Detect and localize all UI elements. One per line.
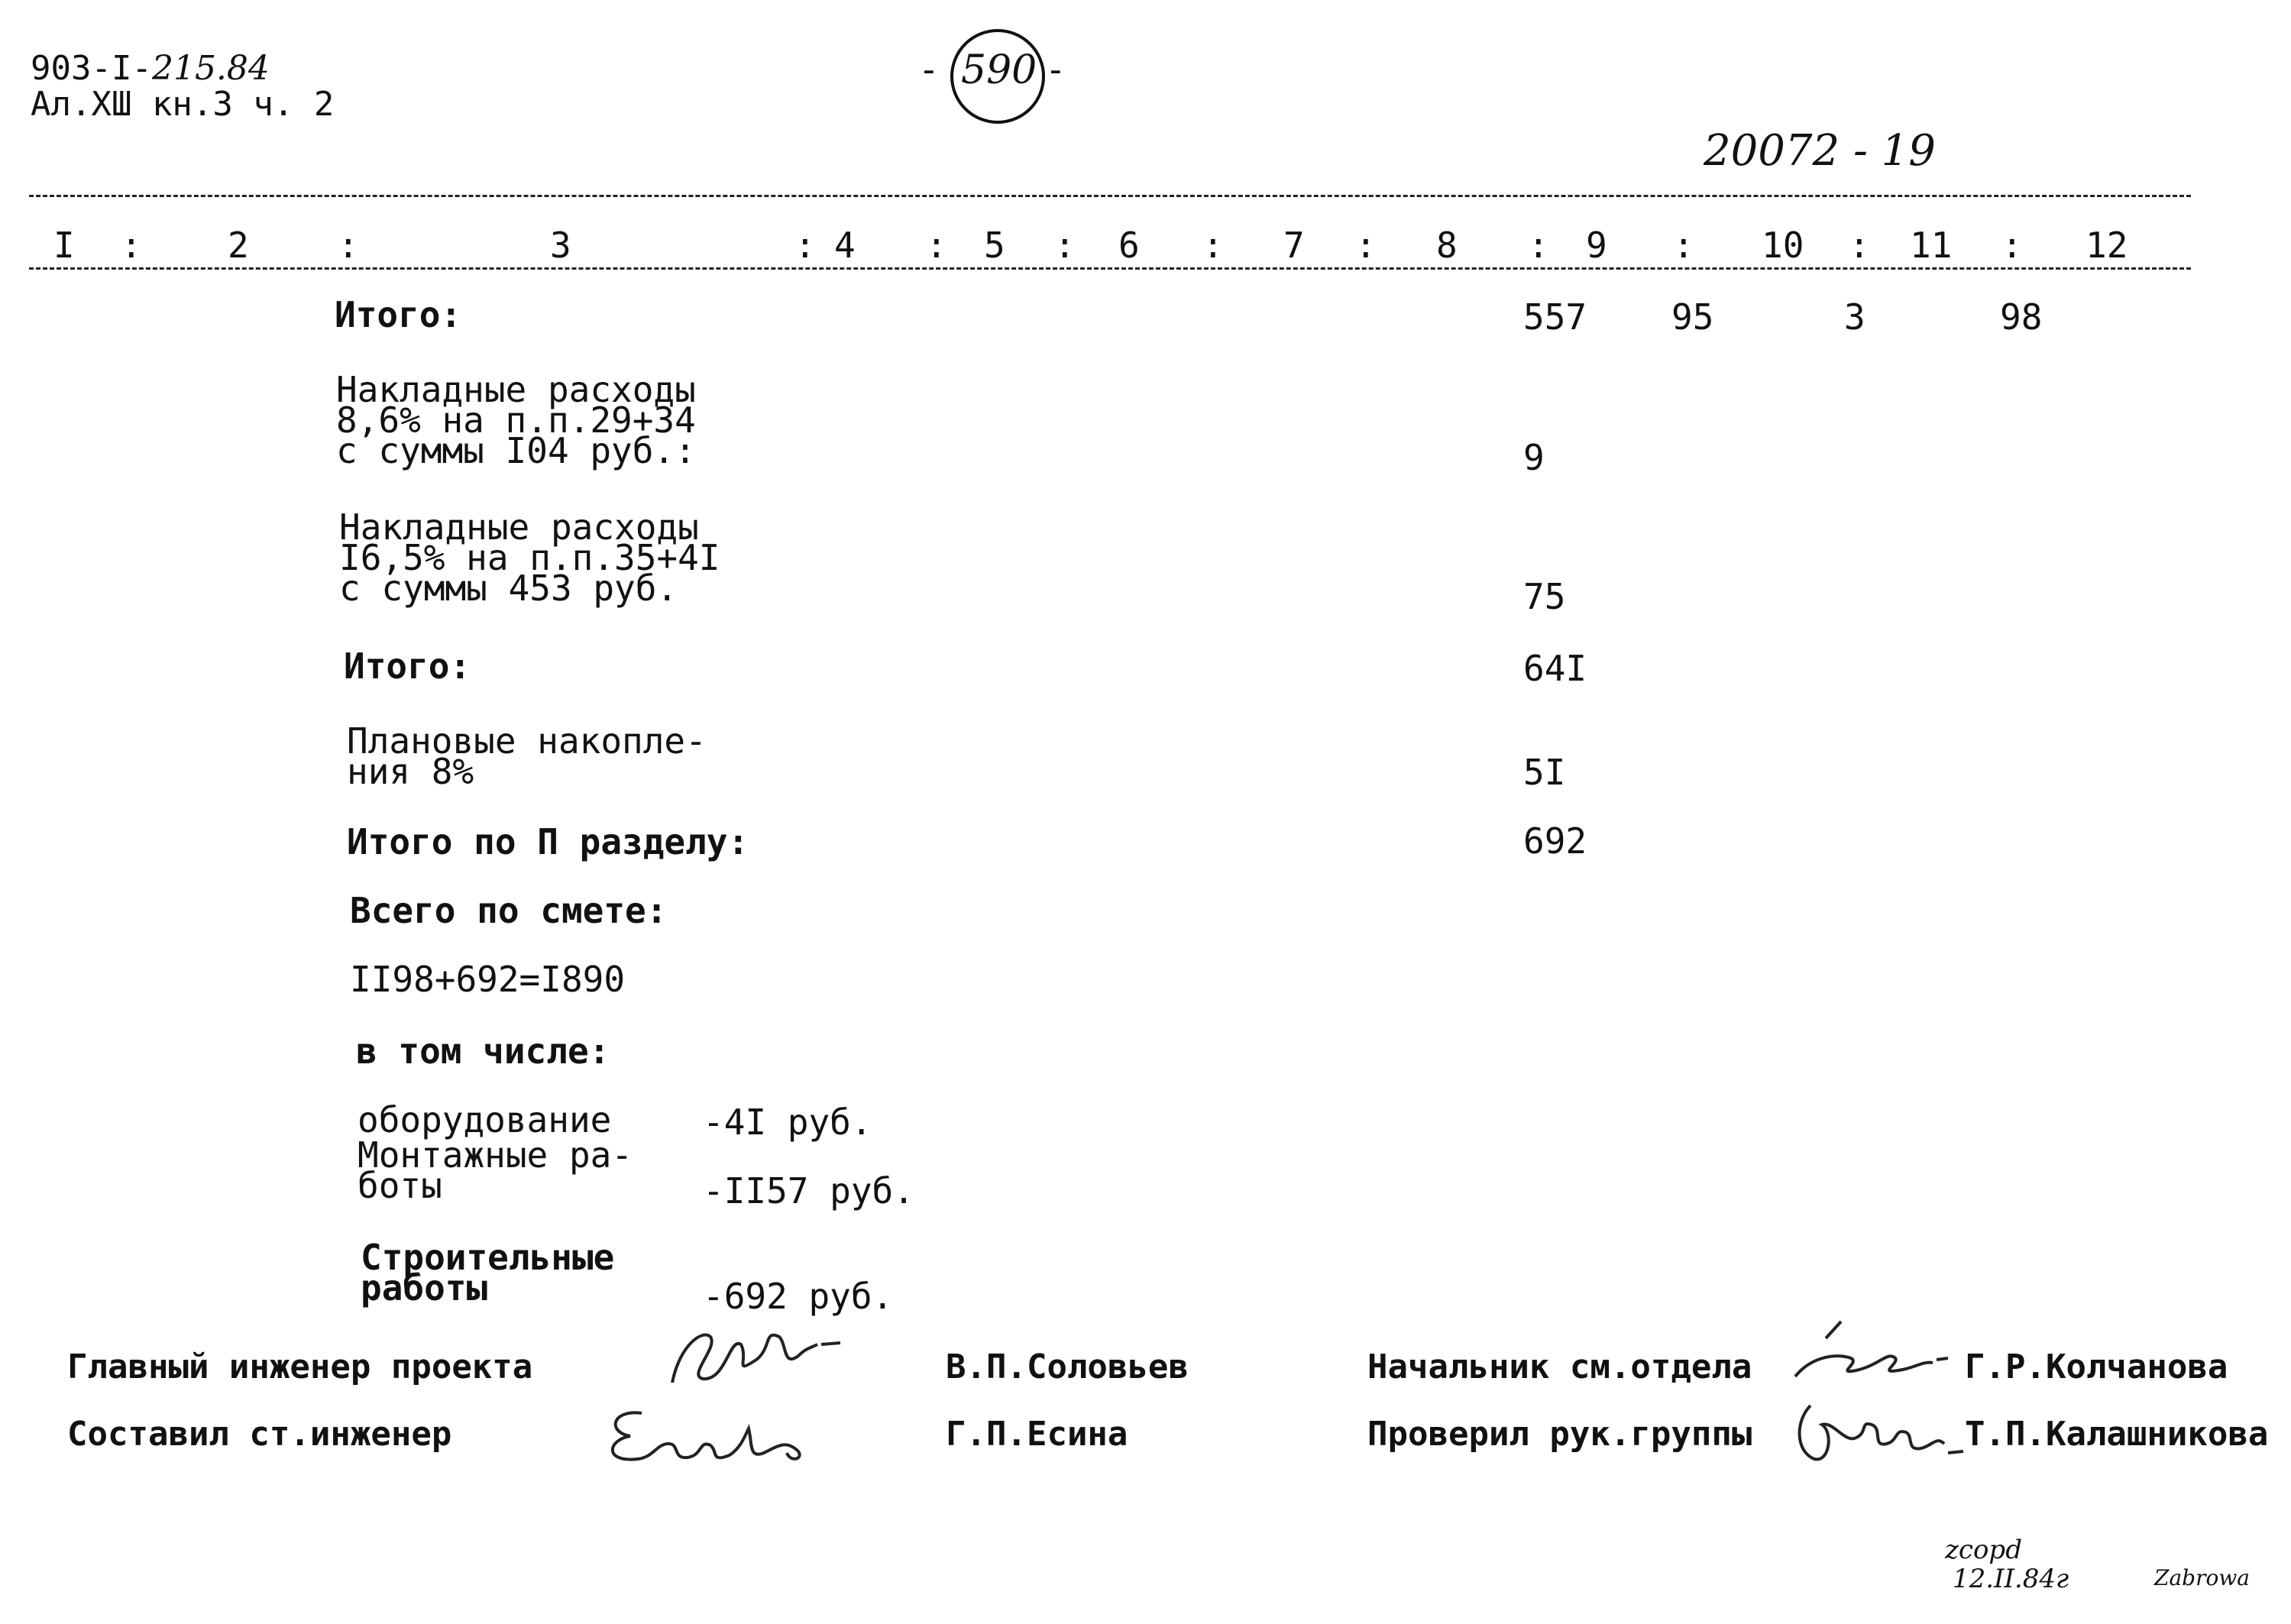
row-subtotal-1-col12: 98 — [2000, 296, 2043, 338]
document-code-handwritten: 215.84 — [151, 49, 270, 88]
album-reference: Ал.ХШ кн.3 ч. 2 — [31, 85, 335, 124]
row-label-planned-savings: Плановые накопле- ния 8% — [347, 720, 707, 792]
page-number-left-dash: - — [918, 49, 940, 90]
column-header-3: 3 — [550, 225, 571, 266]
column-header-7: 7 — [1283, 225, 1305, 266]
row-label-subtotal-1: Итого: — [335, 294, 462, 335]
column-separator: : — [338, 225, 359, 266]
footer-stamp-right: Zabrowa — [2154, 1565, 2250, 1590]
column-header-10: 10 — [1762, 225, 1804, 266]
row-overhead-1-col9: 9 — [1523, 437, 1545, 478]
row-label-subtotal-2: Итого: — [344, 645, 471, 687]
breakdown-label-equipment: оборудование — [358, 1099, 612, 1140]
column-header-8: 8 — [1436, 225, 1458, 266]
breakdown-label-installation: Монтажные ра- боты — [358, 1134, 633, 1206]
row-planned-savings-col9: 5I — [1523, 752, 1566, 793]
signature-name-esina: Г.П.Есина — [946, 1415, 1128, 1454]
breakdown-value-equipment: -4I руб. — [703, 1102, 872, 1143]
handwritten-signature-kolchanova — [1780, 1315, 1979, 1399]
column-separator: : — [1849, 225, 1870, 266]
signature-role-chief-engineer: Главный инженер проекта — [67, 1347, 533, 1386]
row-label-overhead-1: Накладные расходы 8,6% на п.п.29+34 с суммы I04 руб.: — [336, 369, 696, 471]
signature-role-group-head: Проверил рук.группы — [1367, 1415, 1752, 1454]
footer-stamp-line1: zcopd — [1945, 1535, 2022, 1565]
handwritten-signature-esina — [596, 1398, 825, 1474]
breakdown-label-construction: Строительные работы — [361, 1237, 615, 1309]
document-code-prefix: 903-I- — [31, 49, 152, 88]
column-separator: : — [926, 225, 947, 266]
column-header-12: 12 — [2086, 225, 2128, 266]
handwritten-signature-soloviev — [657, 1314, 856, 1398]
document-code — [31, 49, 270, 88]
handwritten-signature-kalashnikova — [1780, 1390, 1979, 1474]
table-top-rule — [29, 195, 2191, 197]
signature-role-estimate-head: Начальник см.отдела — [1367, 1347, 1752, 1386]
column-separator: : — [1355, 225, 1377, 266]
signature-name-kalashnikova: Т.П.Калашникова — [1965, 1415, 2269, 1454]
column-header-5: 5 — [984, 225, 1005, 266]
column-separator: : — [121, 225, 142, 266]
row-section-total-col9: 692 — [1523, 820, 1587, 862]
column-header-4: 4 — [834, 225, 856, 266]
table-header-bottom-rule — [29, 267, 2191, 270]
column-separator: : — [1673, 225, 1694, 266]
signature-name-soloviev: В.П.Соловьев — [946, 1347, 1189, 1386]
signature-role-compiler: Составил ст.инженер — [67, 1415, 452, 1454]
row-subtotal-1-col11: 3 — [1844, 296, 1865, 338]
row-label-overhead-2: Накладные расходы I6,5% на п.п.35+4I с суммы 453 руб. — [339, 506, 720, 609]
page-number: 590 — [961, 47, 1037, 93]
column-header-11: 11 — [1910, 225, 1953, 266]
column-header-6: 6 — [1118, 225, 1140, 266]
row-subtotal-2-col9: 64I — [1523, 648, 1587, 689]
column-header-2: 2 — [228, 225, 249, 266]
row-subtotal-1-col9: 557 — [1523, 296, 1587, 338]
reference-number: 20072 - 19 — [1704, 126, 1936, 176]
column-header-9: 9 — [1586, 225, 1607, 266]
footer-stamp-date: 12.II.84г — [1953, 1564, 2069, 1594]
row-label-estimate-total: Всего по смете: — [350, 890, 668, 931]
breakdown-value-installation: -II57 руб. — [703, 1170, 914, 1212]
row-label-section-total: Итого по П разделу: — [347, 821, 749, 862]
row-label-including: в том числе: — [356, 1030, 610, 1072]
column-separator: : — [2001, 225, 2023, 266]
row-label-estimate-sum: II98+692=I890 — [350, 959, 626, 1000]
column-separator: : — [794, 225, 816, 266]
column-separator: : — [1202, 225, 1224, 266]
row-subtotal-1-col10: 95 — [1671, 296, 1714, 338]
signature-name-kolchanova: Г.Р.Колчанова — [1965, 1347, 2228, 1386]
column-header-1: I — [53, 225, 75, 266]
column-separator: : — [1528, 225, 1549, 266]
column-separator: : — [1054, 225, 1076, 266]
row-overhead-2-col9: 75 — [1523, 576, 1566, 617]
breakdown-value-construction: -692 руб. — [703, 1276, 894, 1317]
page-number-right-dash: - — [1045, 49, 1066, 90]
